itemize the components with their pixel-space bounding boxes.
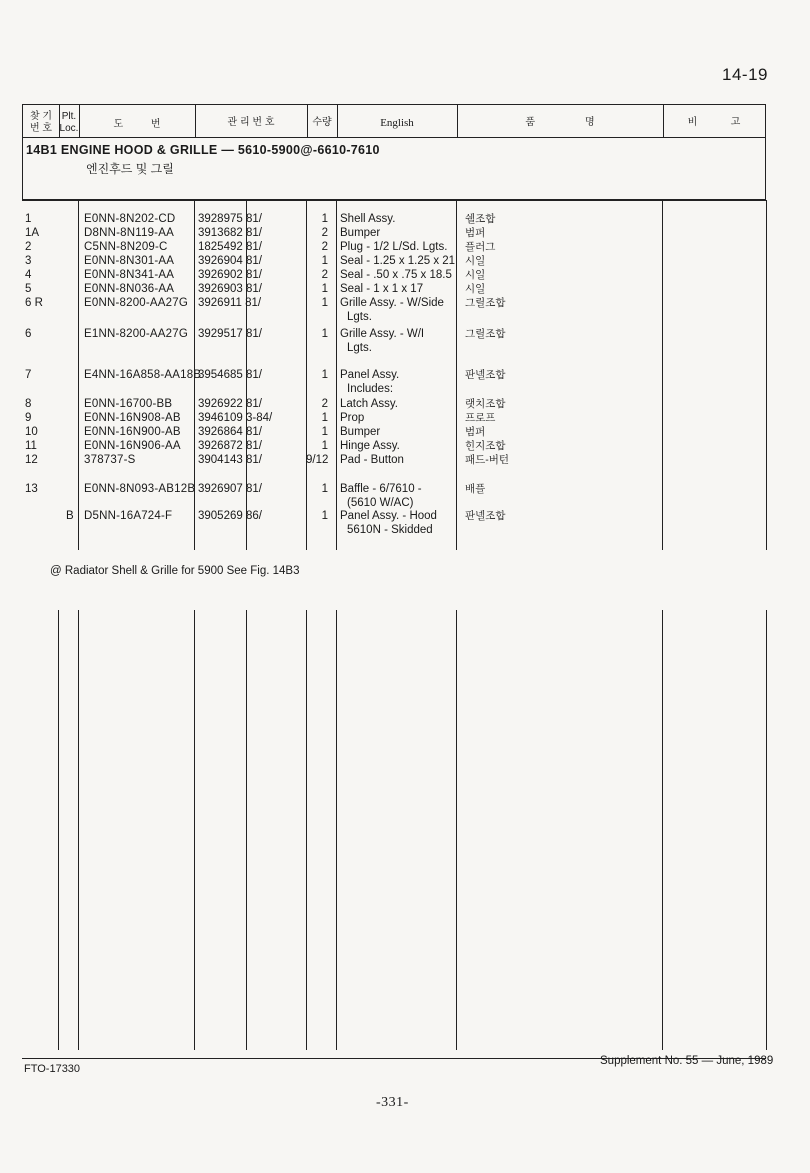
row-part-number: E4NN-16A858-AA18B: [84, 369, 202, 381]
row-find-no: 8: [25, 398, 32, 410]
row-english-name: Baffle - 6/7610 -: [340, 483, 422, 495]
row-ref-number: 3926907 81/: [198, 483, 262, 495]
row-korean-name: 랫치조합: [465, 398, 506, 410]
column-rule: [662, 200, 663, 550]
row-english-name: Grille Assy. - W/I: [340, 328, 425, 340]
column-rule: [662, 610, 663, 1050]
row-find-no: 7: [25, 369, 32, 381]
row-ref-number: 3946109 3-84/: [198, 412, 273, 424]
row-korean-name: 패드-버턴: [465, 454, 510, 466]
section-title: 14B1 ENGINE HOOD & GRILLE — 5610-5900@-6610-7610: [26, 143, 380, 157]
row-korean-name: 시일: [465, 283, 486, 295]
row-find-no: 9: [25, 412, 32, 424]
row-english-name: Seal - .50 x .75 x 18.5: [340, 269, 452, 281]
section-subtitle: 엔진후드 및 그릴: [86, 162, 174, 176]
row-part-number: E0NN-8N093-AB12B: [84, 483, 196, 495]
row-english-name: Panel Assy.: [340, 369, 400, 381]
column-rule: [58, 610, 59, 1050]
row-english-name: Pad - Button: [340, 454, 404, 466]
row-quantity: 2: [321, 269, 328, 281]
row-find-no: 1A: [25, 227, 40, 239]
row-english-name: Hinge Assy.: [340, 440, 400, 452]
row-find-no: 6: [25, 328, 32, 340]
column-rule: [456, 610, 457, 1050]
row-ref-number: 3928975 81/: [198, 213, 262, 225]
row-ref-number: 3926922 81/: [198, 398, 262, 410]
row-ref-number: 3926872 81/: [198, 440, 262, 452]
column-rule: [766, 610, 767, 1050]
row-quantity: 2: [321, 241, 328, 253]
row-english-name: Plug - 1/2 L/Sd. Lgts.: [340, 241, 448, 253]
row-korean-name: 판넬조합: [465, 369, 506, 381]
row-korean-name: 범퍼: [465, 227, 486, 239]
row-quantity: 1: [321, 369, 328, 381]
row-english-name: Bumper: [340, 227, 381, 239]
row-find-no: 4: [25, 269, 32, 281]
row-quantity: 1: [321, 328, 328, 340]
row-part-number: E0NN-8N301-AA: [84, 255, 175, 267]
row-english-name: Grille Assy. - W/Side: [340, 297, 444, 309]
row-quantity: 1: [321, 483, 328, 495]
header-english: English: [380, 117, 414, 129]
row-part-number: E0NN-8N036-AA: [84, 283, 175, 295]
header-ref-no: 관 리 번 호: [227, 117, 275, 128]
row-part-number: E0NN-16N906-AA: [84, 440, 181, 452]
row-english-name: Bumper: [340, 426, 381, 438]
row-korean-name: 그릴조합: [465, 328, 506, 340]
row-find-no: 12: [25, 454, 38, 466]
row-quantity: 1: [321, 426, 328, 438]
row-part-number: D5NN-16A724-F: [84, 510, 173, 522]
row-english-name: Shell Assy.: [340, 213, 396, 225]
column-rule: [194, 610, 195, 1050]
row-english-name-continued: (5610 W/AC): [347, 497, 414, 509]
row-english-name-continued: 5610N - Skidded: [347, 524, 433, 536]
row-part-number: D8NN-8N119-AA: [84, 227, 174, 239]
row-korean-name: 범퍼: [465, 426, 486, 438]
column-rule: [78, 200, 79, 550]
row-part-number: 378737-S: [84, 454, 136, 466]
row-english-name: Seal - 1.25 x 1.25 x 21: [340, 255, 456, 267]
row-korean-name: 플러그: [465, 241, 496, 253]
row-english-name-continued: Lgts.: [347, 311, 372, 323]
row-quantity: 2: [321, 398, 328, 410]
column-rule: [78, 610, 79, 1050]
row-ref-number: 3904143 81/: [198, 454, 262, 466]
row-quantity: 1: [321, 297, 328, 309]
row-ref-number: 1825492 81/: [198, 241, 262, 253]
row-korean-name: 시일: [465, 269, 486, 281]
row-korean-name: 그릴조합: [465, 297, 506, 309]
column-rule: [246, 610, 247, 1050]
header-drawing-no: 도 번: [113, 119, 161, 130]
row-korean-name: 쉘조합: [465, 213, 496, 225]
footer-supplement: Supplement No. 55 — June, 1989: [600, 1055, 774, 1067]
column-rule: [766, 200, 767, 550]
row-find-no: 10: [25, 426, 38, 438]
page-folio: -331-: [376, 1095, 409, 1110]
row-quantity: 1: [321, 510, 328, 522]
row-ref-number: 3913682 81/: [198, 227, 262, 239]
column-rule: [456, 200, 457, 550]
footnote: @ Radiator Shell & Grille for 5900 See Fig. 14B3: [50, 565, 300, 577]
row-english-name: Seal - 1 x 1 x 17: [340, 283, 424, 295]
row-find-no: 5: [25, 283, 32, 295]
row-find-no: 13: [25, 483, 38, 495]
row-find-no: 3: [25, 255, 32, 267]
row-part-number: E0NN-8N341-AA: [84, 269, 175, 281]
row-ref-number: 3926903 81/: [198, 283, 262, 295]
row-part-number: E0NN-8200-AA27G: [84, 297, 188, 309]
row-quantity: 1: [321, 255, 328, 267]
row-quantity: 1: [321, 213, 328, 225]
row-korean-name: 판넬조합: [465, 510, 506, 522]
row-quantity: 1: [321, 412, 328, 424]
row-ref-number: 3954685 81/: [198, 369, 262, 381]
row-plant-location: B: [66, 510, 74, 522]
row-find-no: 1: [25, 213, 32, 225]
row-find-no: 6 R: [25, 297, 43, 309]
header-qty: 수량: [312, 117, 332, 128]
row-korean-name: 시일: [465, 255, 486, 267]
row-english-name: Prop: [340, 412, 365, 424]
row-part-number: C5NN-8N209-C: [84, 241, 168, 253]
row-english-name: Panel Assy. - Hood: [340, 510, 437, 522]
row-ref-number: 3926864 81/: [198, 426, 262, 438]
row-quantity: 2: [321, 227, 328, 239]
column-rule: [306, 610, 307, 1050]
row-find-no: 11: [25, 440, 37, 452]
row-ref-number: 3926904 81/: [198, 255, 262, 267]
row-english-name-continued: Includes:: [347, 383, 394, 395]
row-ref-number: 3926902 81/: [198, 269, 262, 281]
row-part-number: E0NN-16N900-AB: [84, 426, 181, 438]
row-ref-number: 3905269 86/: [198, 510, 262, 522]
column-rule: [336, 200, 337, 550]
header-find-no: 찾 기 번 호: [29, 111, 53, 134]
row-part-number: E0NN-8N202-CD: [84, 213, 176, 225]
header-item-name: 품 명: [525, 117, 595, 128]
row-korean-name: 배플: [465, 483, 486, 495]
row-part-number: E0NN-16N908-AB: [84, 412, 181, 424]
row-find-no: 2: [25, 241, 32, 253]
row-korean-name: 프로프: [465, 412, 496, 424]
row-quantity: 9/12: [306, 454, 329, 466]
row-english-name-continued: Lgts.: [347, 342, 372, 354]
row-english-name: Latch Assy.: [340, 398, 398, 410]
column-rule: [336, 610, 337, 1050]
row-ref-number: 3926911 81/: [198, 297, 262, 309]
header-remarks: 비 고: [687, 117, 741, 128]
header-bottom-rule: [22, 200, 766, 201]
row-quantity: 1: [321, 440, 328, 452]
footer-document-code: FTO-17330: [24, 1063, 81, 1075]
row-quantity: 1: [321, 283, 328, 295]
header-plant-location: Plt. Loc.: [59, 111, 79, 134]
row-korean-name: 힌지조합: [465, 440, 506, 452]
row-ref-number: 3929517 81/: [198, 328, 262, 340]
page-number: 14-19: [722, 65, 768, 84]
row-part-number: E1NN-8200-AA27G: [84, 328, 188, 340]
row-part-number: E0NN-16700-BB: [84, 398, 173, 410]
